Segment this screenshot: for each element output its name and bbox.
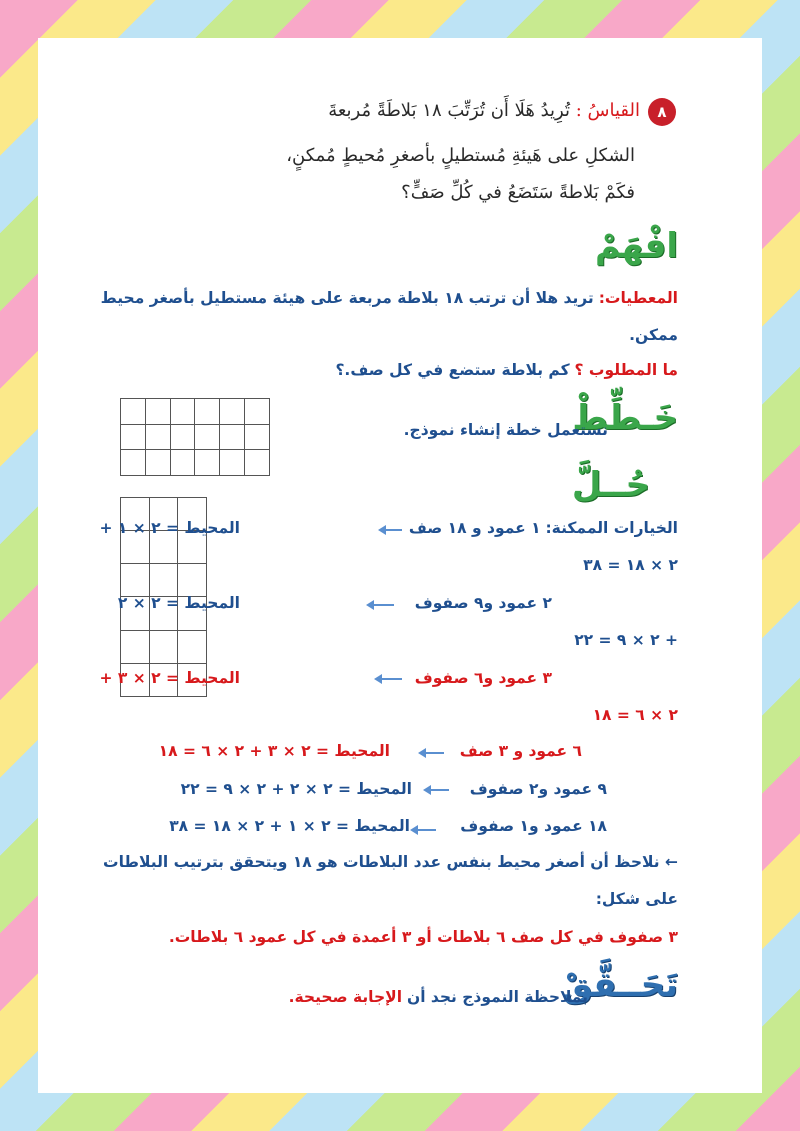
check-heading: تَحَــقَّقْ	[562, 965, 678, 1005]
arrow-left-icon	[412, 829, 436, 831]
option-5-choice: ٩ عمود و٢ صفوف	[469, 780, 607, 798]
givens-text-2: ممكن.	[629, 326, 678, 344]
options-label: الخيارات الممكنة:	[545, 519, 678, 537]
check-text-2: الإجابة صحيحة.	[288, 988, 403, 1006]
givens-label: المعطيات:	[598, 289, 678, 307]
understand-heading: افْهَمْ	[594, 226, 678, 266]
question-text-1: تُرِيدُ هَلَا أَن تُرَتِّبَ ١٨ بَلاطَةً مُربعةَ	[328, 100, 570, 121]
givens-text-1: تريد هلا أن ترتب ١٨ بلاطة مربعة على هيئة مستطيل بأصغر محيط	[100, 289, 594, 307]
option-1-perimeter: المحيط = ٢ × ١ +	[99, 519, 240, 537]
question-number-badge: ٨	[648, 98, 676, 126]
required-text: كم بلاطة ستضع في كل صف.؟	[335, 361, 570, 379]
option-4-perimeter: المحيط = ٢ × ٣ + ٢ × ٦ = ١٨	[158, 742, 390, 760]
option-4-choice: ٦ عمود و ٣ صف	[459, 742, 582, 760]
check-line	[289, 988, 588, 1006]
givens-line-1	[101, 289, 678, 307]
option-1-continued: ٢ × ١٨ = ٣٨	[583, 556, 678, 574]
question-label: القياسُ :	[575, 100, 640, 121]
option-3-choice: ٣ عمود و٦ صفوف	[414, 669, 552, 687]
option-3-perimeter: المحيط = ٢ × ٣ +	[99, 669, 240, 687]
question-line-2: الشكلِ على هَيئةِ مُستطيلٍ بأصغرِ مُحيطٍ مُمكنٍ،	[286, 145, 635, 166]
required-line	[335, 361, 678, 379]
arrow-left-icon	[380, 529, 402, 531]
option-1-choice: ١ عمود و ١٨ صف	[408, 519, 541, 537]
arrow-left-icon	[368, 604, 394, 606]
plan-heading: خَـطِّطْ	[572, 398, 678, 438]
note-line-1: ← نلاحظ أن أصغر محيط بنفس عدد البلاطات هو ١٨ ويتحقق بترتيب البلاطات	[103, 853, 678, 871]
question-line-3: فكَمْ بَلاطةً سَتَضَعُ في كُلِّ صَفٍّ؟	[401, 182, 635, 203]
check-text-1: بملاحظة النموذج نجد أن	[406, 988, 588, 1006]
note-line-2: على شكل:	[595, 890, 678, 908]
solve-heading: حُــلَّ	[571, 465, 650, 505]
options-row-1	[409, 519, 678, 537]
arrow-left-icon	[376, 678, 402, 680]
required-label: ما المطلوب ؟	[574, 361, 678, 379]
option-2-continued: + ٢ × ٩ = ٢٢	[574, 631, 678, 649]
arrow-left-icon	[420, 752, 444, 754]
option-5-perimeter: المحيط = ٢ × ٢ + ٢ × ٩ = ٢٢	[180, 780, 412, 798]
arrow-left-icon	[425, 789, 449, 791]
final-answer: ٣ صفوف في كل صف ٦ بلاطات أو ٣ أعمدة في كل عمود ٦ بلاطات.	[168, 928, 678, 946]
question-line-1	[328, 100, 640, 121]
option-2-perimeter: المحيط = ٢ × ٢	[117, 594, 240, 612]
plan-text: نستعمل خطة إنشاء نموذج.	[403, 421, 608, 439]
tile-model-3x6	[120, 398, 270, 476]
option-3-continued: ٢ × ٦ = ١٨	[592, 706, 678, 724]
option-6-choice: ١٨ عمود و١ صفوف	[460, 817, 607, 835]
option-6-perimeter: المحيط = ٢ × ١ + ٢ × ١٨ = ٣٨	[169, 817, 410, 835]
option-2-choice: ٢ عمود و٩ صفوف	[414, 594, 552, 612]
